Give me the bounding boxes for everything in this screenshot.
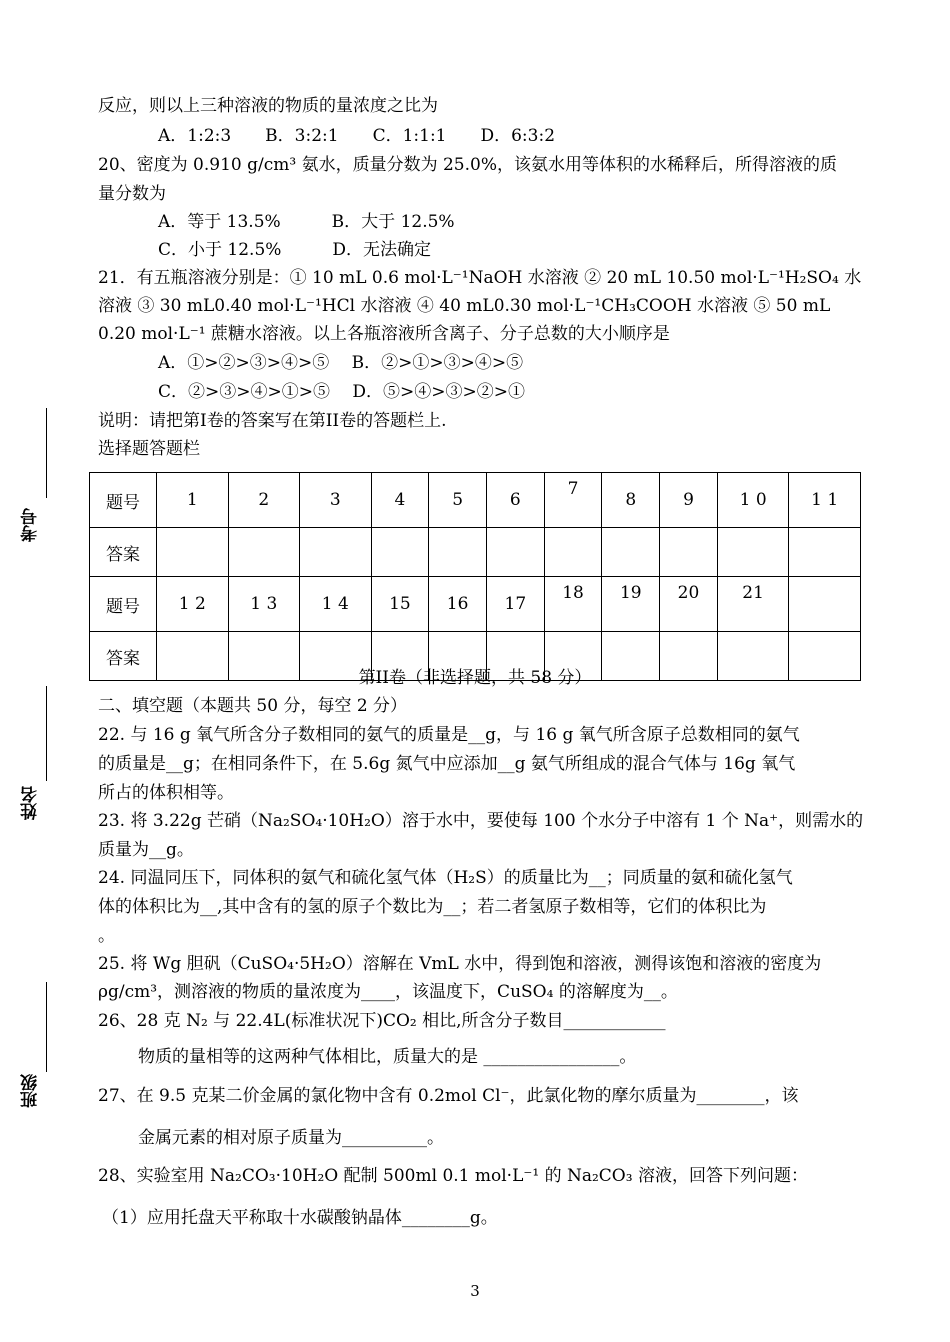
- answer-cell[interactable]: [300, 528, 372, 577]
- question-number-cell: 3: [300, 473, 372, 528]
- question-number-cell: 5: [429, 473, 487, 528]
- question-number-cell: 15: [371, 577, 429, 632]
- answer-cell[interactable]: [602, 528, 660, 577]
- answer-cell[interactable]: [371, 528, 429, 577]
- answer-cell[interactable]: [789, 528, 861, 577]
- question-number-cell: 8: [602, 473, 660, 528]
- q20-line-2: 量分数为: [98, 184, 166, 204]
- q22-line-1: 22. 与 16 g 氧气所含分子数相同的氨气的质量是__g，与 16 g 氧气所含原子总数相同的氨气: [98, 725, 800, 745]
- q26-line-2: 物质的量相等的这两种气体相比，质量大的是 ________________。: [138, 1047, 637, 1067]
- part-2-heading: 二、填空题（本题共 50 分，每空 2 分）: [98, 696, 408, 716]
- row-header: 答案: [90, 528, 157, 577]
- row-header: 答案: [90, 632, 157, 681]
- question-number-cell: 1 3: [228, 577, 300, 632]
- answer-cell[interactable]: [660, 528, 718, 577]
- question-number-cell: 1: [157, 473, 229, 528]
- sidebar-exam-number: [18, 408, 46, 543]
- answer-table-title: 选择题答题栏: [98, 439, 200, 459]
- answer-cell[interactable]: [544, 528, 602, 577]
- class-label: 班级: [21, 1074, 41, 1108]
- q20-line-1: 20、密度为 0.910 g/cm³ 氨水，质量分数为 25.0%，该氨水用等体积的水稀释后，所得溶液的质: [98, 155, 837, 175]
- question-number-cell: 1 4: [300, 577, 372, 632]
- answer-cell[interactable]: [228, 528, 300, 577]
- sidebar-name: [18, 686, 46, 826]
- question-number-cell: 1 0: [717, 473, 789, 528]
- exam-number-rule: [46, 408, 47, 498]
- q25-line-1: 25. 将 Wg 胆矾（CuSO₄·5H₂O）溶解在 VmL 水中，得到饱和溶液，测得该饱和溶液的密度为: [98, 954, 822, 974]
- q22-line-2: 的质量是__g；在相同条件下，在 5.6g 氮气中应添加__g 氨气所组成的混合气体与 16g 氧气: [98, 754, 796, 774]
- answer-cell[interactable]: [157, 528, 229, 577]
- section-2-title: 第II卷（非选择题，共 58 分）: [358, 668, 592, 688]
- question-number-cell: 7: [544, 473, 602, 528]
- q19-tail: 反应，则以上三种溶液的物质的量浓度之比为: [98, 96, 438, 116]
- question-number-cell: [789, 577, 861, 632]
- q24-line-1: 24. 同温同压下，同体积的氨气和硫化氢气体（H₂S）的质量比为__；同质量的氨和硫化氢气: [98, 868, 793, 888]
- question-number-cell: 16: [429, 577, 487, 632]
- exam-number-label: 考号: [21, 508, 41, 542]
- table-row-numbers-1: [90, 473, 861, 528]
- question-number-cell: 18: [544, 577, 602, 632]
- q27-line-2: 金属元素的相对原子质量为__________。: [138, 1128, 444, 1148]
- q20-options-2: C．小于 12.5% D．无法确定: [158, 240, 432, 260]
- sidebar-class: [18, 982, 46, 1112]
- question-number-cell: 2: [228, 473, 300, 528]
- row-header: 题号: [90, 473, 157, 528]
- q21-options-2: C．②>③>④>①>⑤ D．⑤>④>③>②>①: [158, 382, 525, 402]
- answer-table: [89, 472, 861, 681]
- q25-line-2: ρg/cm³，测溶液的物质的量浓度为____，该温度下，CuSO₄ 的溶解度为__。: [98, 982, 678, 1002]
- q24-line-2: 体的体积比为__,其中含有的氢的原子个数比为__；若二者氢原子数相等，它们的体积比为: [98, 897, 767, 917]
- q19-options: A．1:2:3 B．3:2:1 C．1:1:1 D．6:3:2: [158, 126, 556, 146]
- table-row-answers-1: [90, 528, 861, 577]
- question-number-cell: 20: [660, 577, 718, 632]
- q23-line-1: 23. 将 3.22g 芒硝（Na₂SO₄·10H₂O）溶于水中，要使每 100 个水分子中溶有 1 个 Na⁺，则需水的: [98, 811, 864, 831]
- name-label: 姓名: [21, 786, 41, 820]
- q21-line-1: 21．有五瓶溶液分别是：① 10 mL 0.6 mol·L⁻¹NaOH 水溶液 ② 20 mL 10.50 mol·L⁻¹H₂SO₄ 水: [98, 268, 862, 288]
- table-row-numbers-2: [90, 577, 861, 632]
- answer-note: 说明：请把第I卷的答案写在第II卷的答题栏上.: [98, 411, 447, 431]
- answer-cell[interactable]: [717, 528, 789, 577]
- question-number-cell: 4: [371, 473, 429, 528]
- q21-line-2: 溶液 ③ 30 mL0.40 mol·L⁻¹HCl 水溶液 ④ 40 mL0.30 mol·L⁻¹CH₃COOH 水溶液 ⑤ 50 mL: [98, 296, 831, 316]
- question-number-cell: 1 2: [157, 577, 229, 632]
- question-number-cell: 6: [486, 473, 544, 528]
- question-number-cell: 19: [602, 577, 660, 632]
- page-number: 3: [470, 1282, 480, 1300]
- row-header: 题号: [90, 577, 157, 632]
- question-number-cell: 17: [486, 577, 544, 632]
- question-number-cell: 21: [717, 577, 789, 632]
- q27-line-1: 27、在 9.5 克某二价金属的氯化物中含有 0.2mol Cl⁻，此氯化物的摩尔质量为________，该: [98, 1086, 799, 1106]
- class-rule: [46, 982, 47, 1072]
- question-number-cell: 9: [660, 473, 718, 528]
- answer-cell[interactable]: [486, 528, 544, 577]
- q24-line-3: 。: [98, 926, 115, 946]
- q21-options-1: A．①>②>③>④>⑤ B．②>①>③>④>⑤: [158, 353, 524, 373]
- q26-line-1: 26、28 克 N₂ 与 22.4L(标准状况下)CO₂ 相比,所含分子数目____________: [98, 1011, 666, 1031]
- q21-line-3: 0.20 mol·L⁻¹ 蔗糖水溶液。以上各瓶溶液所含离子、分子总数的大小顺序是: [98, 324, 670, 344]
- answer-cell[interactable]: [429, 528, 487, 577]
- question-number-cell: 1 1: [789, 473, 861, 528]
- q20-options-1: A．等于 13.5% B．大于 12.5%: [158, 212, 455, 232]
- q23-line-2: 质量为__g。: [98, 840, 194, 860]
- q22-line-3: 所占的体积相等。: [98, 783, 234, 803]
- q28-line-1: 28、实验室用 Na₂CO₃·10H₂O 配制 500ml 0.1 mol·L⁻¹ 的 Na₂CO₃ 溶液，回答下列问题：: [98, 1166, 808, 1186]
- name-rule: [46, 686, 47, 781]
- q28-line-2: （1）应用托盘天平称取十水碳酸钠晶体________g。: [102, 1208, 498, 1228]
